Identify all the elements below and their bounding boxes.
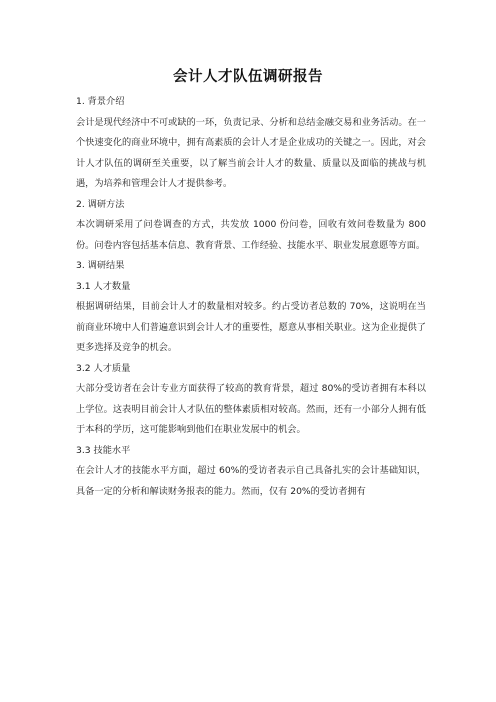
subsection-heading-quality: 3.2 人才质量 bbox=[76, 362, 131, 374]
section-heading-results: 3. 调研结果 bbox=[76, 260, 125, 271]
section-heading-method: 2. 调研方法 bbox=[76, 198, 125, 210]
paragraph-method: 本次调研采用了问卷调查的方式，共发放 1000 份问卷，回收有效问卷数量为 800 份。问卷内容包括基本信息、教育背景、工作经验、技能水平、职业发展意愿等方面。 bbox=[76, 219, 426, 251]
document-body bbox=[76, 92, 426, 502]
paragraph-quality: 大部分受访者在会计专业方面获得了较高的教育背景，超过 80%的受访者拥有本科以上学位。这表明目前会计人才队伍的整体素质相对较高。然而，还有一小部分人拥有低于本科的学历，这可能影响到他们在职业发展中的机会。 bbox=[76, 383, 426, 435]
document-title: 会计人才队伍调研报告 bbox=[173, 69, 323, 85]
subsection-heading-skills: 3.3 技能水平 bbox=[76, 444, 131, 456]
paragraph-quantity: 根据调研结果，目前会计人才的数量相对较多。约占受访者总数的 70%，这说明在当前商业环境中人们普遍意识到会计人才的重要性，愿意从事相关职业。这为企业提供了更多选择及竞争的机会。 bbox=[76, 301, 426, 353]
paragraph-background: 会计是现代经济中不可或缺的一环，负责记录、分析和总结金融交易和业务活动。在一个快速变化的商业环境中，拥有高素质的会计人才是企业成功的关键之一。因此，对会计人才队伍的调研至关重要，以了解当前会计人才的数量、质量以及面临的挑战与机遇，为培养和管理会计人才提供参考。 bbox=[76, 116, 426, 189]
paragraph-skills: 在会计人才的技能水平方面，超过 60%的受访者表示自己具备扎实的会计基础知识，具备一定的分析和解读财务报表的能力。然而，仅有 20%的受访者拥有 bbox=[76, 465, 426, 497]
section-heading-background: 1. 背景介绍 bbox=[76, 96, 125, 107]
subsection-heading-quantity: 3.1 人才数量 bbox=[76, 280, 131, 292]
